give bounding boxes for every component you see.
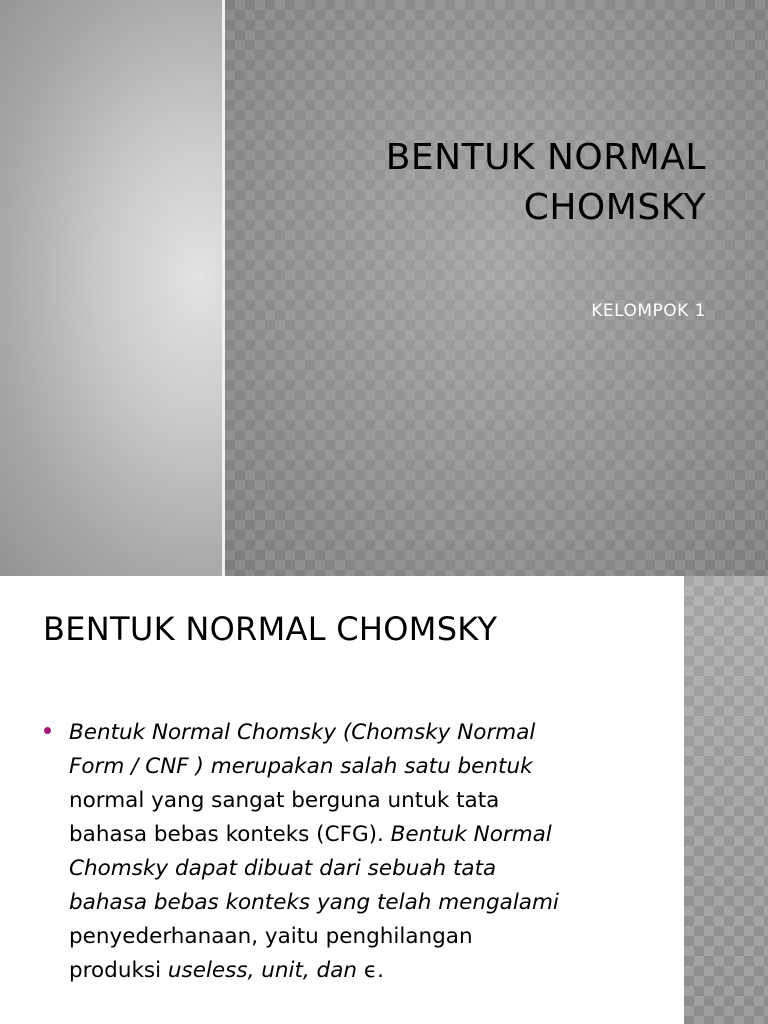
title-line-1: BENTUK NORMAL xyxy=(385,137,706,178)
text-run: normal yang sangat berguna untuk tata xyxy=(69,788,500,813)
content-slide xyxy=(0,576,768,1024)
italic-text-run: useless, unit, dan xyxy=(167,958,364,983)
bullet-text-line xyxy=(69,886,639,920)
bullet-item xyxy=(44,716,639,988)
title-slide-subtitle: KELOMPOK 1 xyxy=(591,301,706,321)
italic-text-run: Form / CNF ) merupakan salah satu bentuk xyxy=(69,754,533,779)
bullet-text-line xyxy=(69,716,639,750)
title-slide-right-panel xyxy=(225,0,768,576)
bullet-text-line xyxy=(69,920,639,954)
bullet-text xyxy=(69,716,639,988)
title-slide-left-panel xyxy=(0,0,222,576)
title-line-2: CHOMSKY xyxy=(523,187,706,228)
text-run: penyederhanaan, yaitu penghilangan xyxy=(69,924,473,949)
bullet-text-line xyxy=(69,784,639,818)
bullet-dot-icon xyxy=(44,727,51,734)
italic-text-run: Chomsky dapat dibuat dari sebuah tata xyxy=(69,856,497,881)
bullet-text-line xyxy=(69,750,639,784)
bullet-text-line xyxy=(69,954,639,988)
bullet-text-line xyxy=(69,818,639,852)
text-run: bahasa bebas konteks (CFG). xyxy=(69,822,391,847)
italic-text-run: Bentuk Normal Chomsky (Chomsky Normal xyxy=(69,720,536,745)
title-slide-title xyxy=(386,133,706,233)
text-run: produksi xyxy=(69,958,168,983)
content-slide-title: BENTUK NORMAL CHOMSKY xyxy=(43,610,498,648)
bullet-text-line xyxy=(69,852,639,886)
italic-text-run: Bentuk Normal xyxy=(390,822,552,847)
text-run: ϵ. xyxy=(363,958,384,983)
content-slide-body xyxy=(44,716,639,988)
content-slide-pattern-strip xyxy=(684,576,768,1024)
italic-text-run: bahasa bebas konteks yang telah mengalami xyxy=(69,890,559,915)
